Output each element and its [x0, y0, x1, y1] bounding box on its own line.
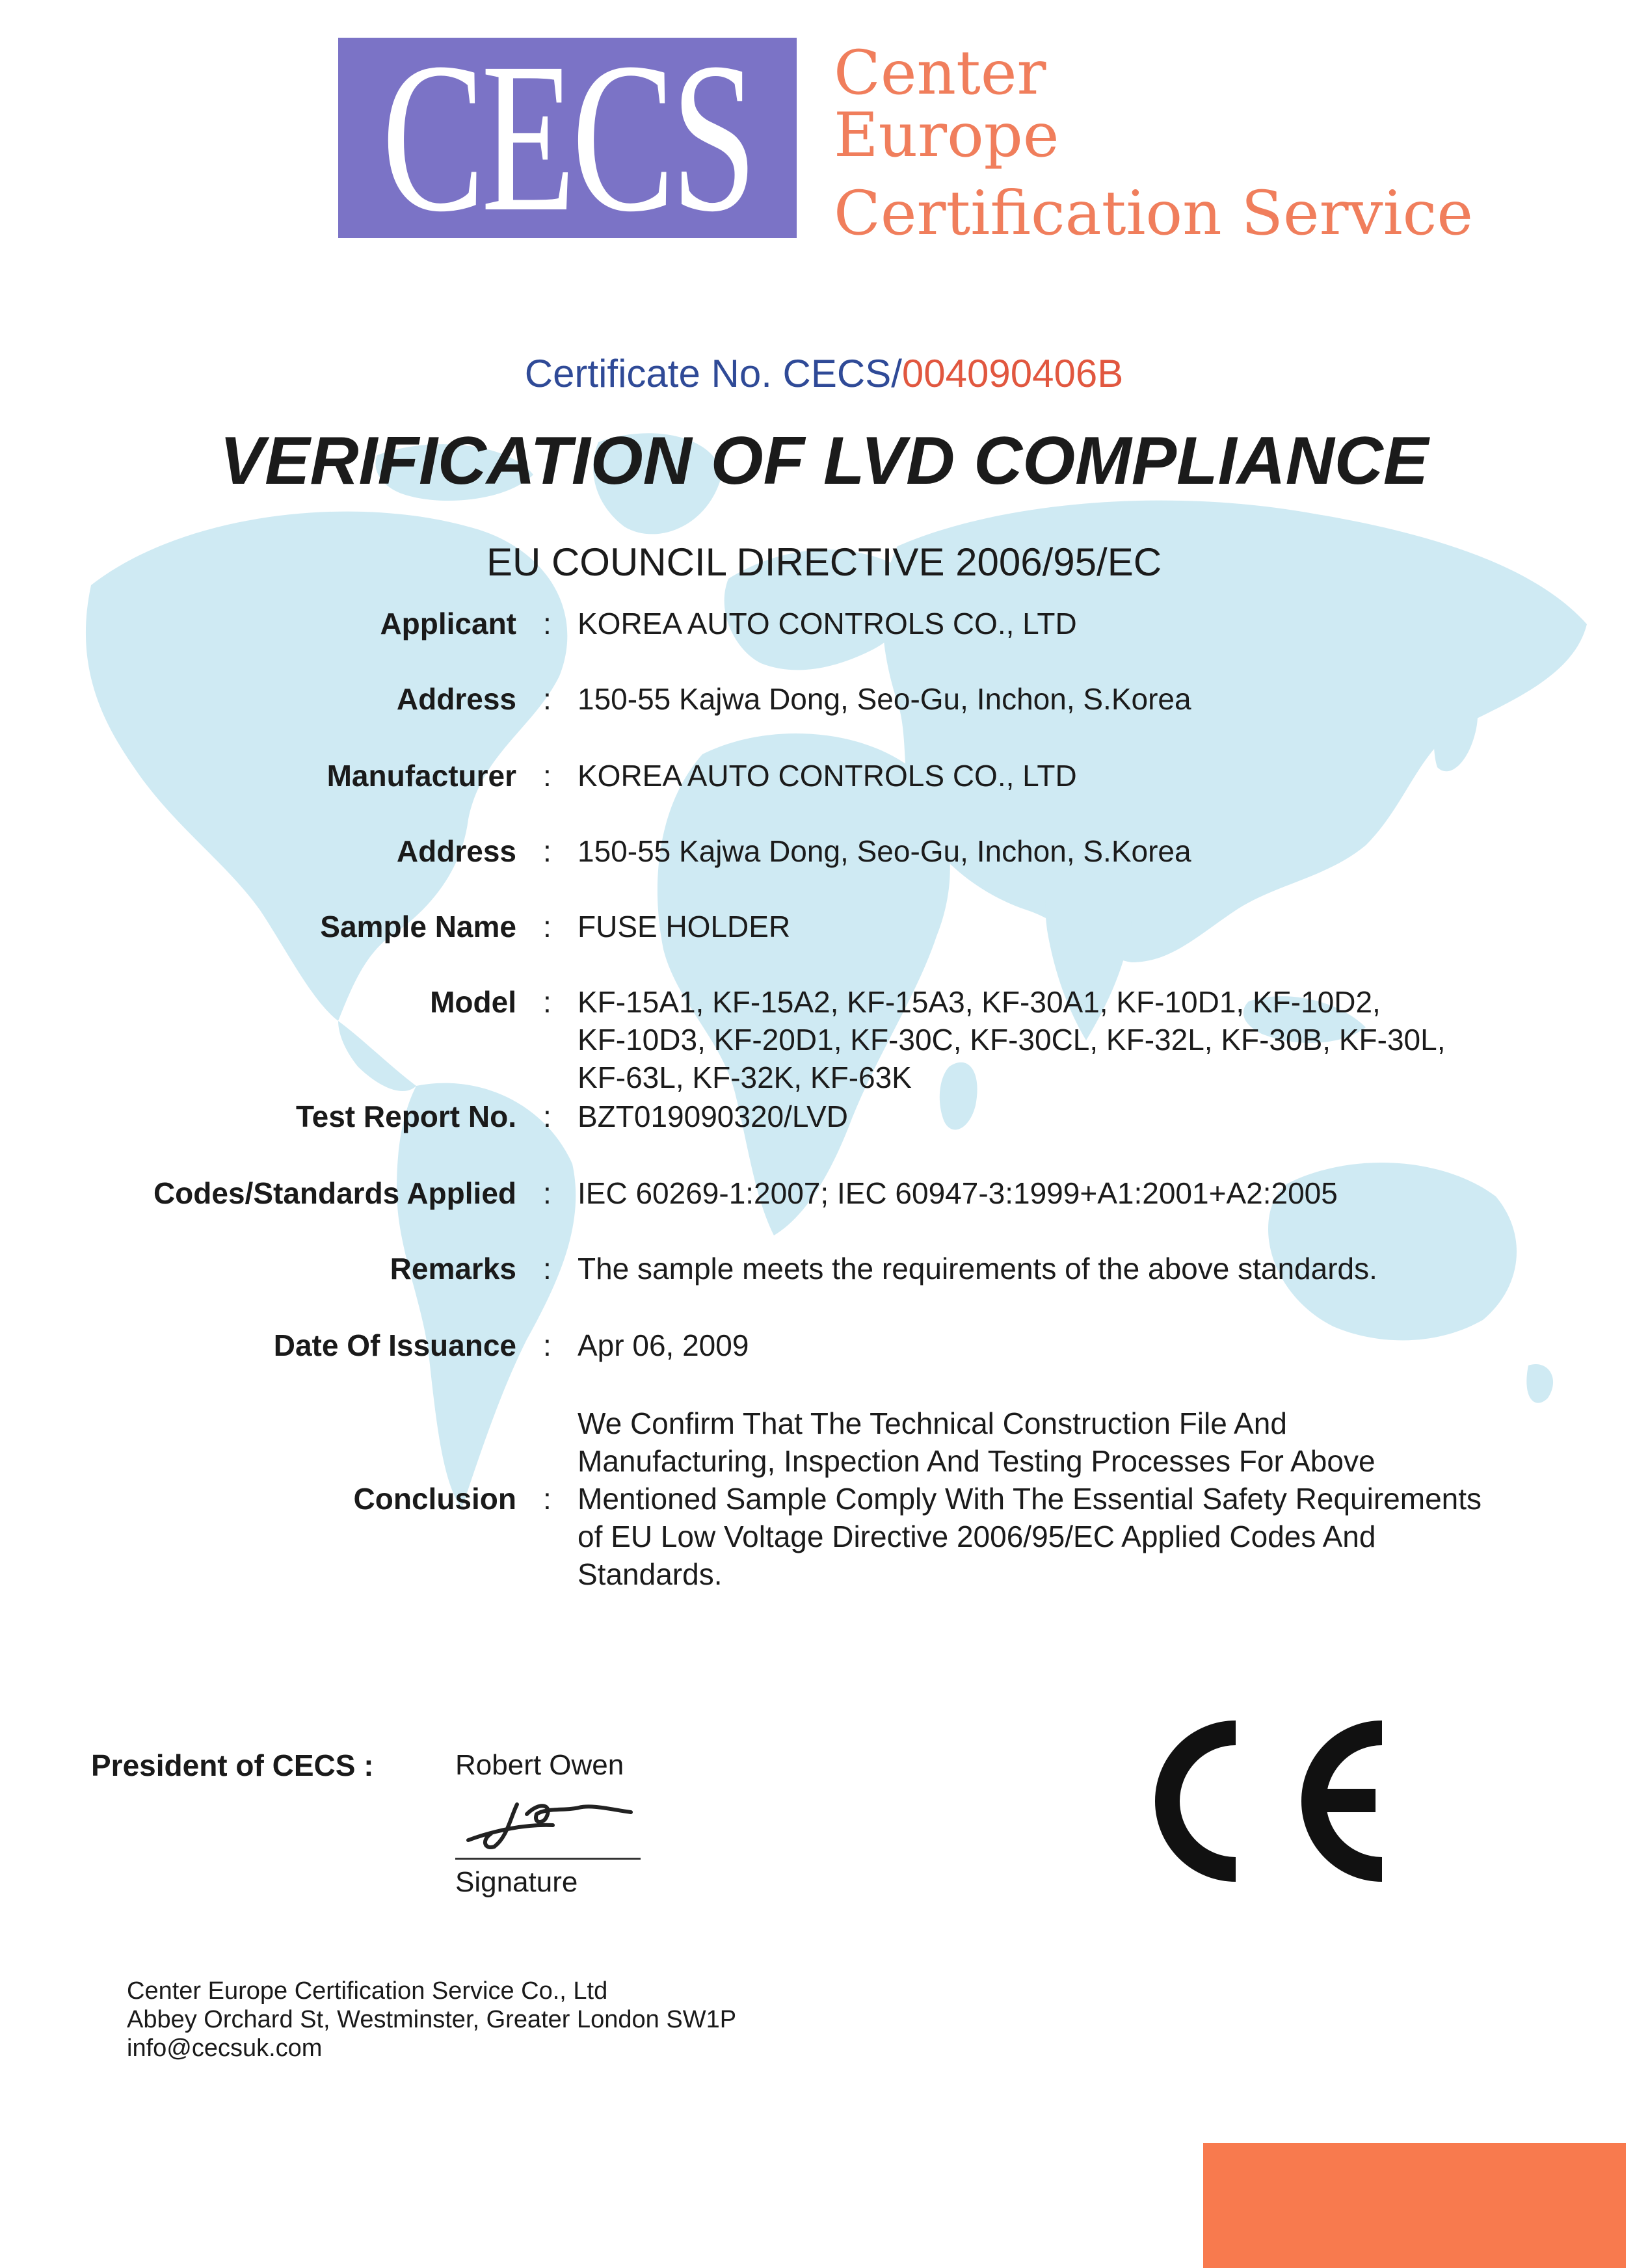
conclusion-line: Manufacturing, Inspection And Testing Processes For Above [578, 1444, 1376, 1478]
field-colon: : [543, 985, 552, 1019]
field-value: 150-55 Kajwa Dong, Seo-Gu, Inchon, S.Korea [578, 834, 1191, 868]
field-colon: : [543, 1100, 552, 1133]
ce-mark-icon [1138, 1707, 1392, 1895]
signature-label: Signature [455, 1866, 578, 1898]
field-value: 150-55 Kajwa Dong, Seo-Gu, Inchon, S.Korea [578, 682, 1191, 716]
signer-name: Robert Owen [455, 1749, 624, 1781]
field-value: IEC 60269-1:2007; IEC 60947-3:1999+A1:2001+A2:2005 [578, 1176, 1338, 1210]
certificate-number-value: 004090406B [901, 352, 1124, 395]
field-label: Sample Name [320, 910, 516, 943]
field-label: Remarks [390, 1252, 516, 1286]
field-colon: : [543, 1176, 552, 1210]
field-value: The sample meets the requirements of the above standards. [578, 1252, 1377, 1286]
field-value: Apr 06, 2009 [578, 1328, 749, 1362]
page-title: VERIFICATION OF LVD COMPLIANCE [219, 423, 1429, 499]
footer-street: Abbey Orchard St, Westminster, Greater London SW1P [127, 2006, 737, 2033]
model-line: KF-15A1, KF-15A2, KF-15A3, KF-30A1, KF-10D1, KF-10D2, [578, 985, 1381, 1019]
field-colon: : [543, 1482, 552, 1516]
conclusion-line: Standards. [578, 1557, 723, 1591]
field-colon: : [543, 1328, 552, 1362]
logo-text: CECS [381, 19, 754, 256]
field-label: Manufacturer [326, 759, 516, 793]
field-label: Applicant [380, 607, 516, 640]
footer-email: info@cecsuk.com [127, 2035, 323, 2062]
field-value [578, 1404, 1508, 1593]
field-label: Model [430, 985, 516, 1019]
field-label: Address [396, 682, 516, 716]
field-value: KOREA AUTO CONTROLS CO., LTD [578, 759, 1077, 793]
footer-company: Center Europe Certification Service Co., Ltd [127, 1977, 608, 2005]
field-value: FUSE HOLDER [578, 910, 791, 943]
certificate-number-label: Certificate No. CECS/ [524, 352, 902, 395]
footer-address [127, 1977, 736, 2063]
cecs-logo [338, 19, 797, 256]
directive-subtitle: EU COUNCIL DIRECTIVE 2006/95/EC [486, 540, 1162, 584]
field-colon: : [543, 759, 552, 793]
field-label: Test Report No. [295, 1100, 516, 1133]
field-colon: : [543, 1252, 552, 1286]
conclusion-line: Mentioned Sample Comply With The Essential Safety Requirements [578, 1482, 1482, 1516]
field-colon: : [543, 910, 552, 943]
org-name-line1: Center [834, 38, 1046, 109]
field-label: Date Of Issuance [273, 1328, 516, 1362]
field-value: KOREA AUTO CONTROLS CO., LTD [578, 607, 1077, 640]
corner-color-block [1203, 2143, 1626, 2268]
field-label: Codes/Standards Applied [153, 1176, 516, 1210]
president-label: President of CECS : [91, 1748, 374, 1782]
handwritten-signature [455, 1778, 650, 1856]
field-colon: : [543, 607, 552, 640]
field-label: Address [396, 834, 516, 868]
signature-line [455, 1858, 641, 1860]
field-colon: : [543, 834, 552, 868]
model-line: KF-63L, KF-32K, KF-63K [578, 1061, 912, 1094]
conclusion-line: of EU Low Voltage Directive 2006/95/EC Applied Codes And [578, 1520, 1376, 1553]
certificate-number [0, 351, 1648, 396]
conclusion-line: We Confirm That The Technical Construction File And [578, 1406, 1287, 1440]
org-name-line2: Europe [834, 100, 1059, 171]
org-name-line3: Certification Service [834, 178, 1473, 249]
field-label: Conclusion [353, 1482, 516, 1516]
field-value: BZT019090320/LVD [578, 1100, 848, 1133]
field-value [578, 983, 1508, 1096]
model-line: KF-10D3, KF-20D1, KF-30C, KF-30CL, KF-32L, KF-30B, KF-30L, [578, 1023, 1446, 1057]
field-colon: : [543, 682, 552, 716]
